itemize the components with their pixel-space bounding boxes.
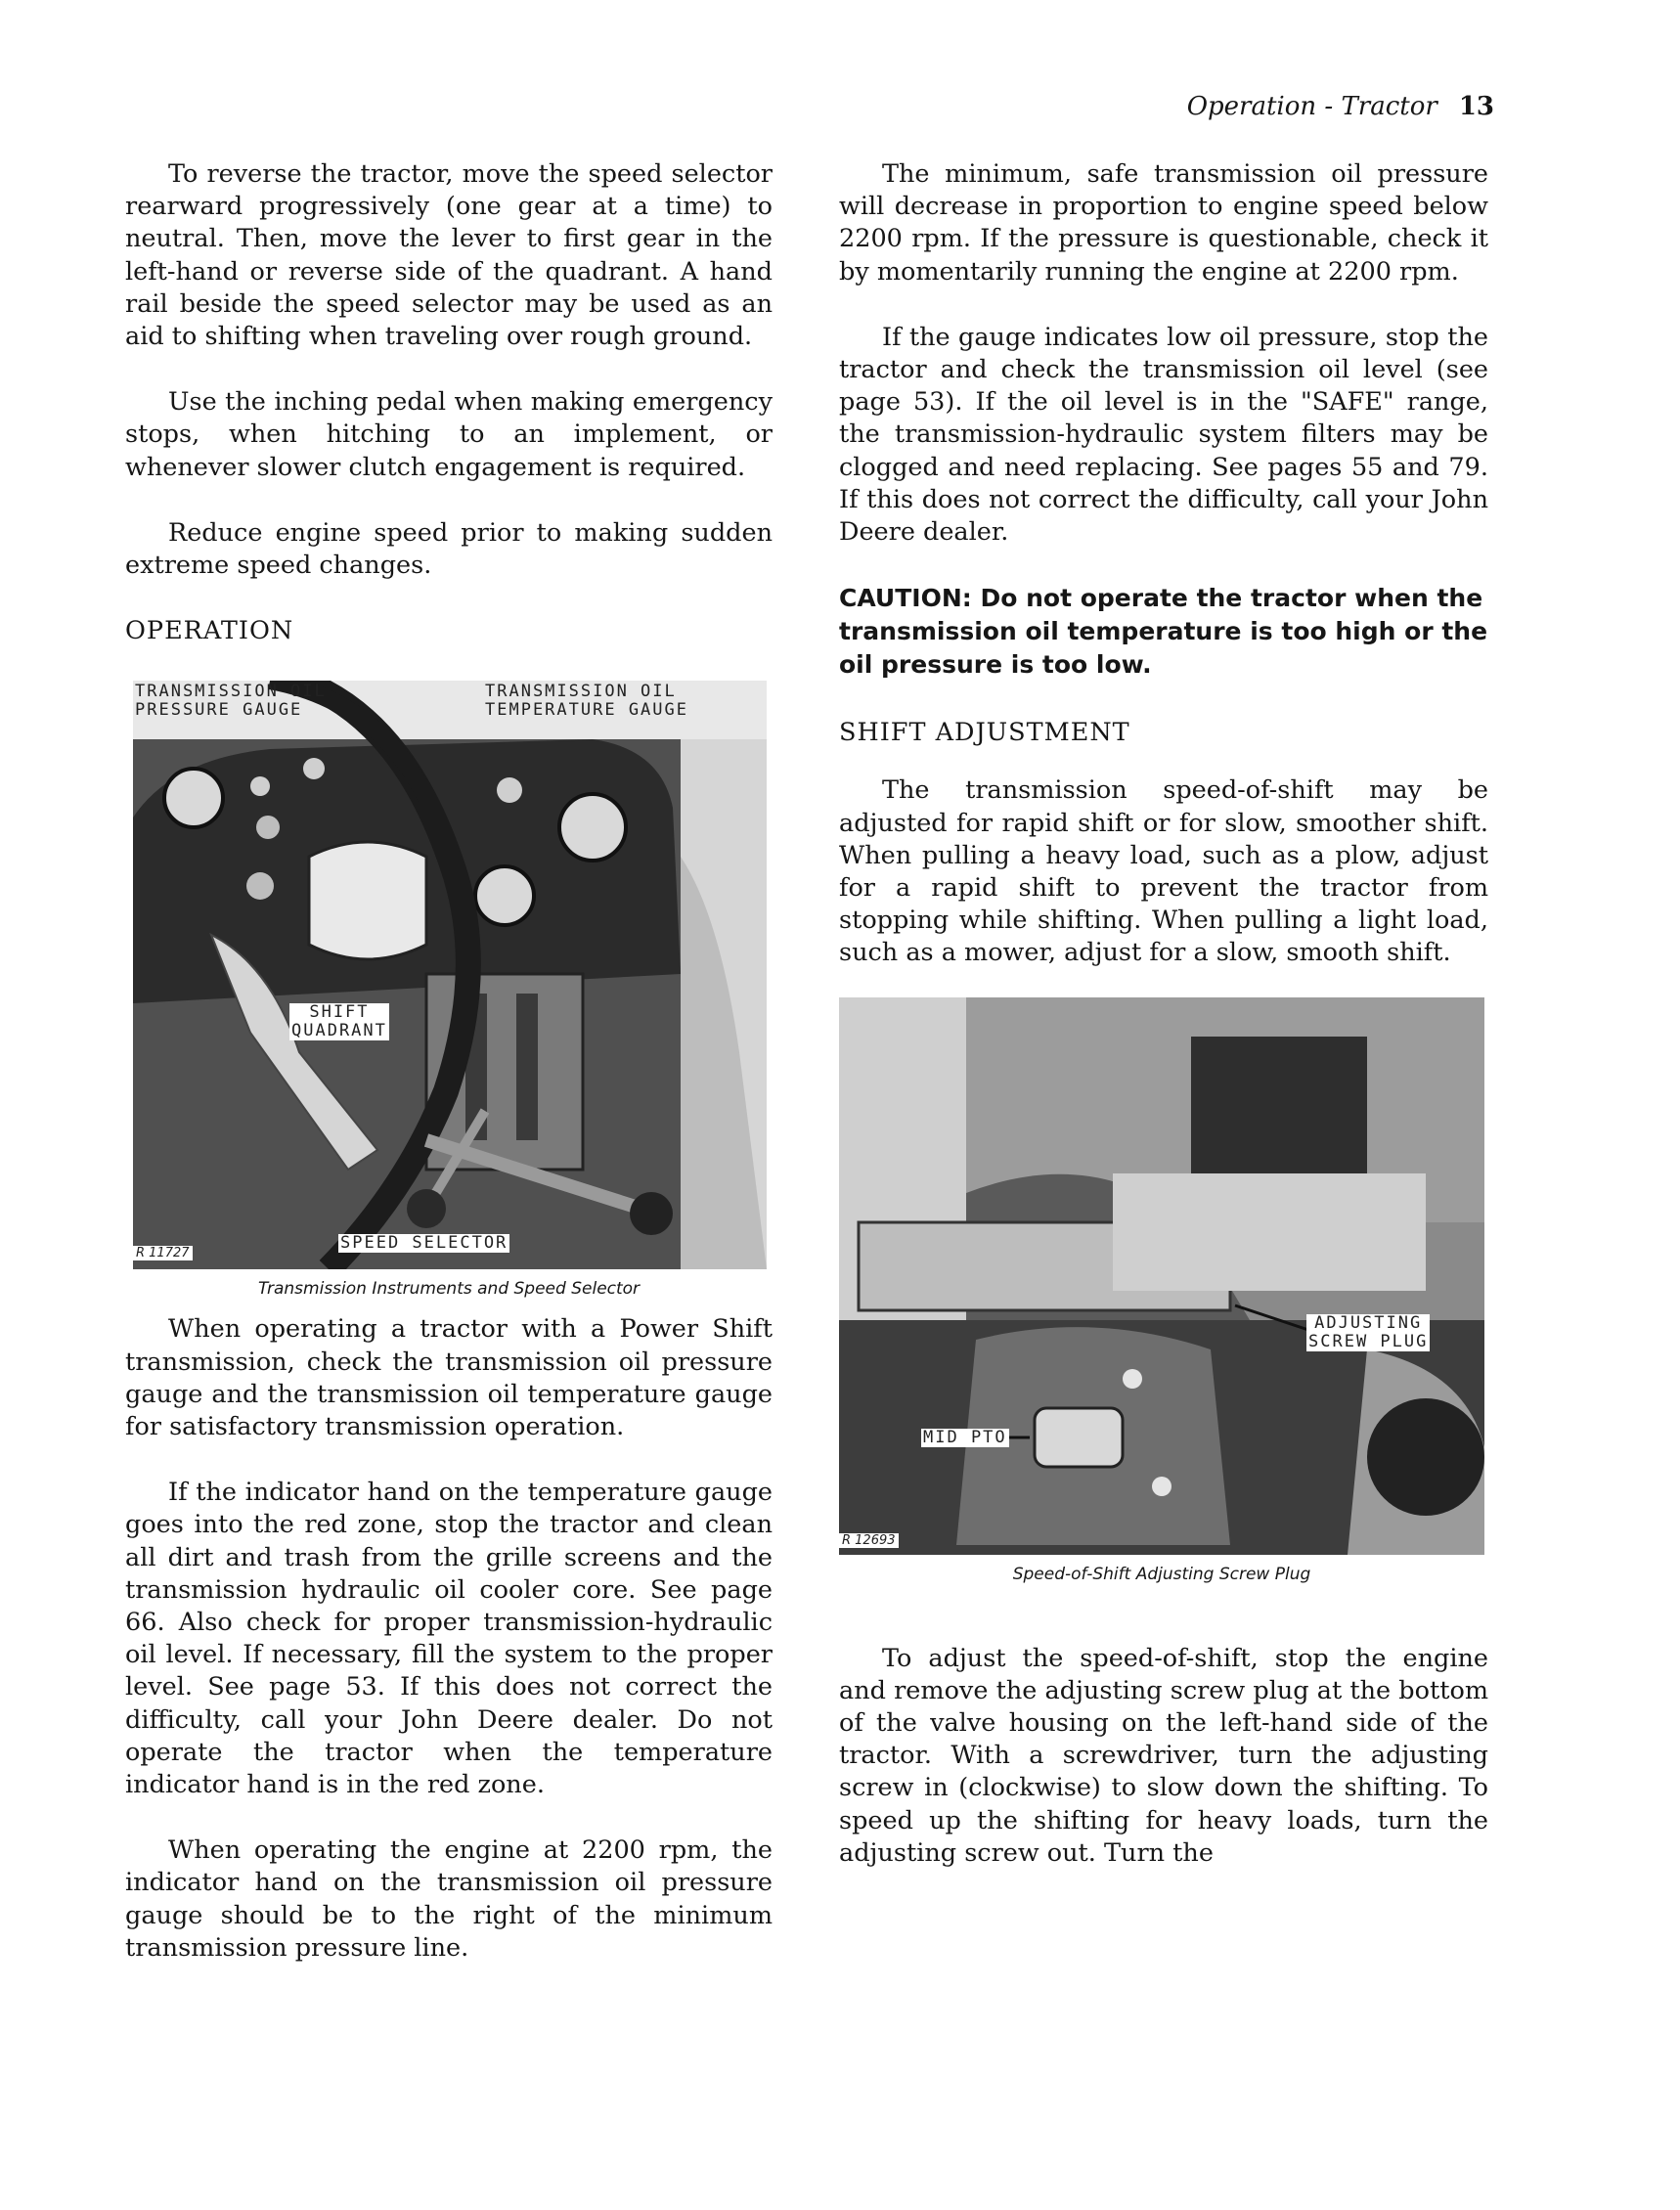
paragraph-temperature-gauge: If the indicator hand on the temperature gauge goes into the red zone, stop the tractor and clean all dirt and trash from the grille screens and the transmission hydraulic oil cooler core. See page 66. Also check for proper transmission-hydraulic oil level. If necessary, fill the system to the proper level. See page 53. If this does not correct the difficulty, call your John Deere dealer. Do not operate the tractor when the temperature indicator hand is in the red zone.	[125, 1478, 773, 1800]
photo-valve-housing	[839, 997, 1484, 1555]
paragraph-low-oil-pressure: If the gauge indicates low oil pressure, stop the tractor and check the transmission oil level (see page 53). If the oil level is in the "SAFE" range, the transmission-hydraulic system filters may be clogged and need replacing. See pages 55 and 79. If this does not correct the difficulty, call your John Deere dealer.	[839, 322, 1488, 548]
right-column	[839, 158, 1488, 1903]
callout-speed-selector: SPEED SELECTOR	[340, 1233, 508, 1254]
photo-instrument-panel	[133, 681, 767, 1269]
section-heading-shift-adjustment: SHIFT ADJUSTMENT	[839, 718, 1130, 748]
figure-adjusting-screw	[839, 997, 1488, 1584]
figure-caption-2: Speed-of-Shift Adjusting Screw Plug	[1012, 1564, 1311, 1584]
paragraph-power-shift: When operating a tractor with a Power Shift transmission, check the transmission oil pressure gauge and the transmission oil temperature gauge for satisfactory transmission operation.	[125, 1314, 773, 1442]
page-number: 13	[1458, 92, 1494, 121]
header-title: Operation - Tractor	[1186, 92, 1437, 121]
caution-note	[839, 582, 1488, 682]
paragraph-engine-speed: Reduce engine speed prior to making sudden extreme speed changes.	[125, 517, 773, 581]
figure-caption: Transmission Instruments and Speed Selector	[257, 1279, 641, 1300]
section-heading-operation: OPERATION	[125, 616, 294, 646]
paragraph-minimum-pressure: The minimum, safe transmission oil pressure will decrease in proportion to engine speed below 2200 rpm. If the pressure is questionable, check it by momentarily running the engine at 2200 rpm.	[839, 159, 1488, 287]
caution-label: CAUTION:	[839, 584, 972, 613]
paragraph-reverse: To reverse the tractor, move the speed selector rearward progressively (one gear at a time) to neutral. Then, move the lever to first gear in the left-hand or reverse side of the quadrant. A hand rail beside the speed selector may be used as an aid to shifting when traveling over rough ground.	[125, 159, 773, 352]
callout-temperature-gauge: TRANSMISSION OIL TEMPERATURE GAUGE	[485, 682, 688, 721]
callout-pressure-gauge: TRANSMISSION OIL PRESSURE GAUGE	[135, 682, 327, 721]
paragraph-inching-pedal: Use the inching pedal when making emergency stops, when hitching to an implement, or whenever slower clutch engagement is required.	[125, 387, 773, 482]
valve-housing-illustration	[839, 997, 1484, 1555]
figure-transmission-instruments	[125, 673, 773, 1313]
callout-shift-quadrant: SHIFT QUADRANT	[291, 1002, 387, 1041]
callout-adjusting-screw-plug: ADJUSTING SCREW PLUG	[1308, 1312, 1429, 1351]
caution-text: Do not operate the tractor when the transmission oil temperature is too high or the oil pressure is too low.	[839, 584, 1488, 680]
paragraph-adjust-procedure: To adjust the speed-of-shift, stop the engine and remove the adjusting screw plug at the bottom of the valve housing on the left-hand side of the tractor. With a screwdriver, turn the adjusting screw in (clockwise) to slow down the shifting. To speed up the shifting for heavy loads, turn the adjusting screw out. Turn the	[839, 1643, 1488, 1868]
instrument-panel-illustration	[133, 681, 767, 1269]
paragraph-2200-rpm: When operating the engine at 2200 rpm, the indicator hand on the transmission oil pressure gauge should be to the right of the minimum transmission pressure line.	[125, 1835, 773, 1963]
callout-mid-pto: MID PTO	[923, 1427, 1007, 1447]
left-column	[125, 158, 773, 1998]
paragraph-speed-of-shift: The transmission speed-of-shift may be adjusted for rapid shift or for slow, smoother shift. When pulling a heavy load, such as a plow, adjust for a rapid shift to prevent the tractor from stopping while shifting. When pulling a light load, such as a mower, adjust for a slow, smooth shift.	[839, 775, 1488, 968]
figure-number-2: R 12693	[839, 1533, 899, 1548]
page-header	[1187, 92, 1494, 121]
figure-number: R 11727	[133, 1246, 193, 1260]
